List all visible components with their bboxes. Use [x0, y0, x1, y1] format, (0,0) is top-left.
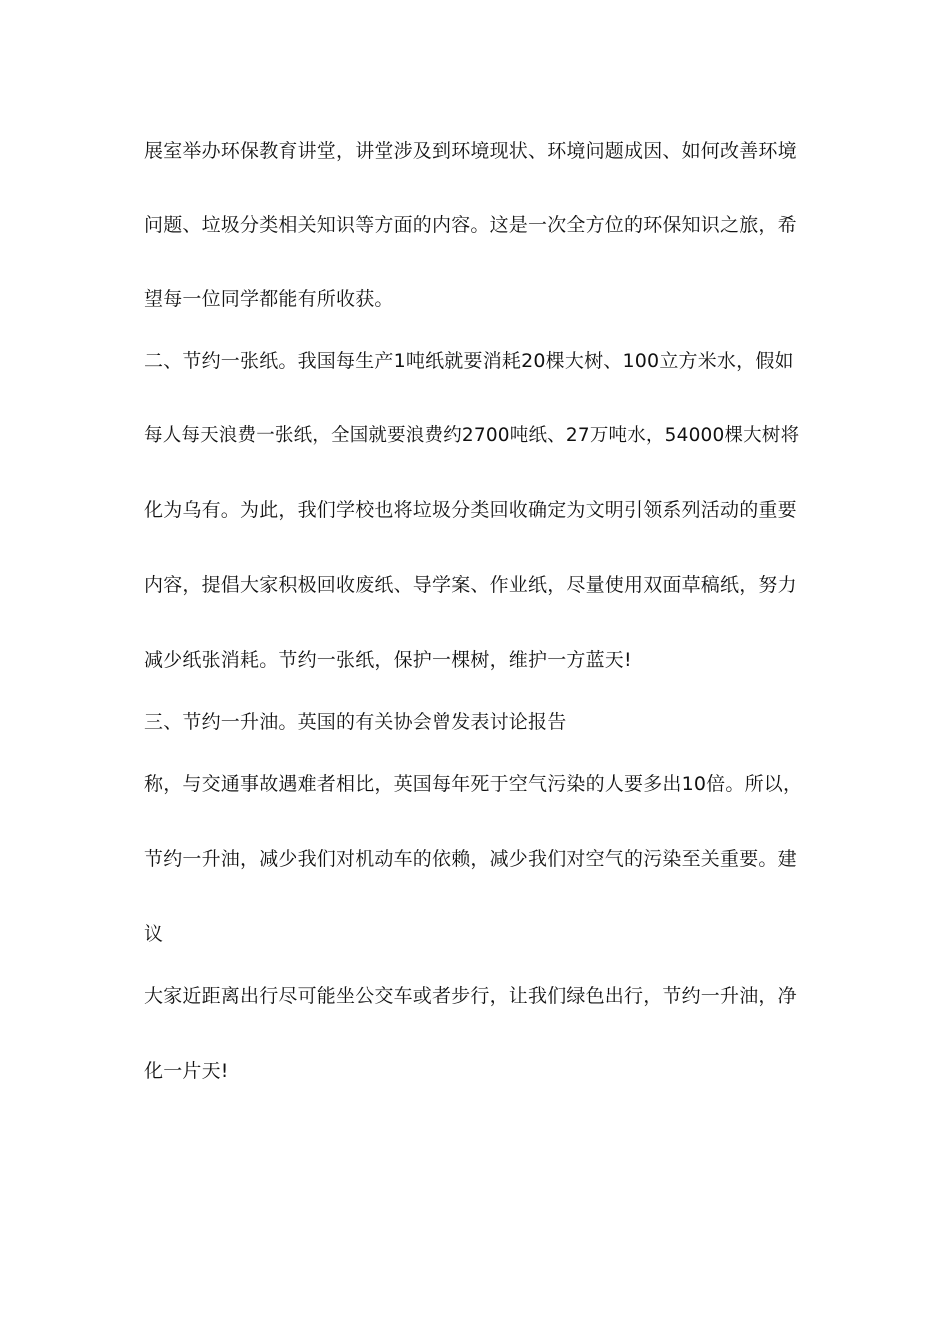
text-line-6: 化为乌有。为此，我们学校也将垃圾分类回收确定为文明引领系列活动的重要 — [144, 499, 797, 521]
text-line-2: 问题、垃圾分类相关知识等方面的内容。这是一次全方位的环保知识之旅，希 — [144, 214, 797, 236]
text-line-13: 大家近距离出行尽可能坐公交车或者步行，让我们绿色出行，节约一升油，净 — [144, 985, 797, 1007]
text-line-9: 三、节约一升油。英国的有关协会曾发表讨论报告 — [144, 711, 567, 733]
text-line-11: 节约一升油，减少我们对机动车的依赖，减少我们对空气的污染至关重要。建 — [144, 848, 797, 870]
text-line-8: 减少纸张消耗。节约一张纸，保护一棵树，维护一方蓝天! — [144, 649, 632, 671]
text-line-1: 展室举办环保教育讲堂，讲堂涉及到环境现状、环境问题成因、如何改善环境 — [144, 140, 797, 162]
text-line-5: 每人每天浪费一张纸，全国就要浪费约2700吨纸、27万吨水，54000棵大树将 — [144, 425, 800, 446]
text-line-10: 称，与交通事故遇难者相比，英国每年死于空气污染的人要多出10倍。所以， — [144, 773, 803, 795]
text-line-12: 议 — [144, 923, 164, 945]
text-line-4: 二、节约一张纸。我国每生产1吨纸就要消耗20棵大树、100立方米水，假如 — [144, 350, 794, 372]
text-line-7: 内容，提倡大家积极回收废纸、导学案、作业纸，尽量使用双面草稿纸，努力 — [144, 574, 797, 596]
text-line-14: 化一片天! — [144, 1060, 229, 1082]
text-line-3: 望每一位同学都能有所收获。 — [144, 288, 394, 310]
